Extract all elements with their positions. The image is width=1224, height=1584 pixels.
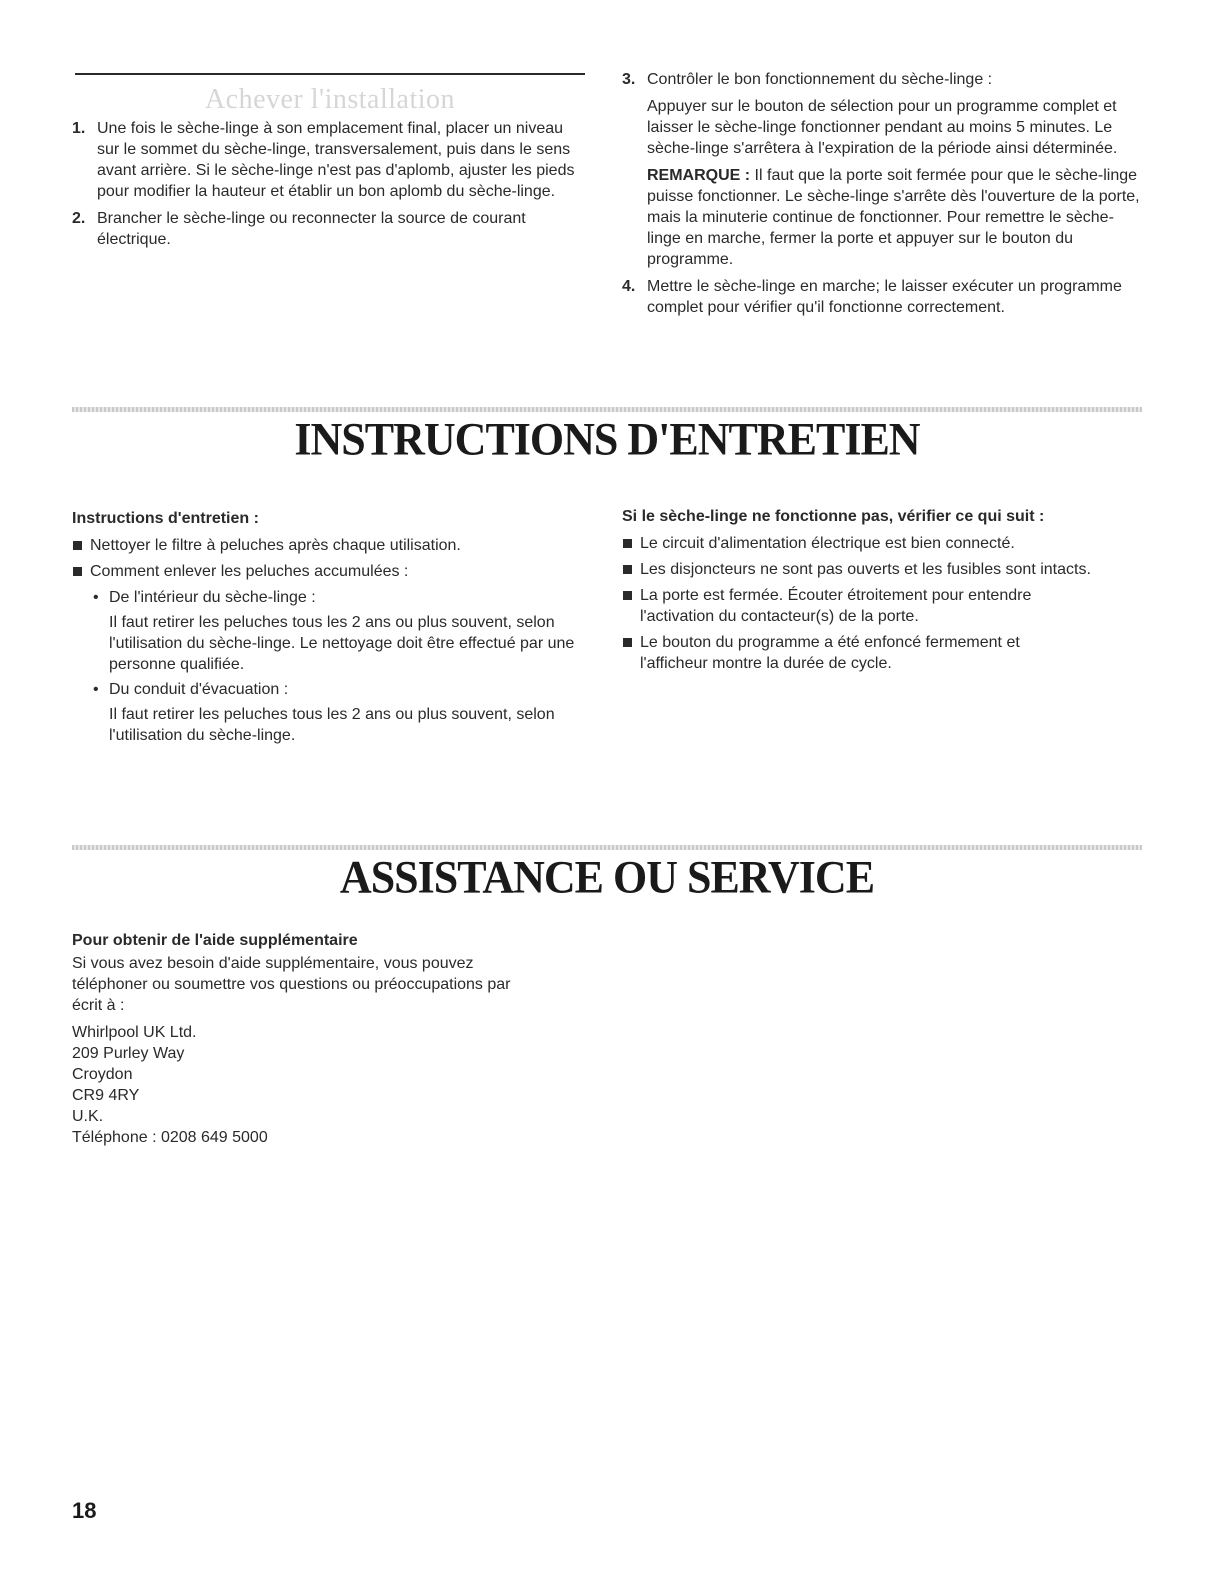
- address-line: Whirlpool UK Ltd.: [72, 1024, 197, 1041]
- step-text: Mettre le sèche-linge en marche; le laisser exécuter un programme complet pour vérifier qu'il fonctionne correctement.: [647, 278, 1122, 316]
- maintenance-left-heading: Instructions d'entretien :: [72, 510, 259, 527]
- step-text: Contrôler le bon fonctionnement du sèche-linge :: [647, 71, 993, 88]
- address-line: CR9 4RY: [72, 1087, 140, 1104]
- note-text: Il faut que la porte soit fermée pour que le sèche-linge puisse fonctionner. Le sèche-linge s'arrête dès l'ouverture de la porte, mais la minuterie continue de fonctionner. Pour remettre le sèche-linge en marche, fermer la porte et appuyer sur le bouton du programme.: [647, 167, 1140, 268]
- dot-bullet-icon: •: [93, 681, 99, 698]
- maintenance-title: INSTRUCTIONS D'ENTRETIEN: [294, 413, 920, 466]
- dot-bullet-icon: •: [93, 589, 99, 606]
- install-step: [622, 276, 1142, 318]
- sub-bullet-text: Il faut retirer les peluches tous les 2 ans ou plus souvent, selon l'utilisation du sèche-linge. Le nettoyage doit être effectué par une personne qualifiée.: [109, 614, 575, 673]
- address-line: Croydon: [72, 1066, 133, 1083]
- maintenance-sub-bullet: [91, 679, 587, 746]
- step-text: Brancher le sèche-linge ou reconnecter la source de courant électrique.: [97, 210, 526, 248]
- assistance-intro: Si vous avez besoin d'aide supplémentaire, vous pouvez téléphoner ou soumettre vos questions ou préoccupations par écrit à :: [72, 955, 511, 1014]
- maintenance-rule: [72, 407, 1142, 412]
- sub-bullet-label: De l'intérieur du sèche-linge :: [109, 589, 316, 606]
- address-line: 209 Purley Way: [72, 1045, 185, 1062]
- check-item: [622, 585, 1100, 627]
- sub-bullet-text: Il faut retirer les peluches tous les 2 ans ou plus souvent, selon l'utilisation du sèche-linge.: [109, 706, 555, 744]
- maintenance-right-heading: Si le sèche-linge ne fonctionne pas, vérifier ce qui suit :: [622, 508, 1045, 525]
- check-item: [622, 632, 1080, 674]
- maintenance-bullet: [72, 561, 587, 582]
- check-text: Le bouton du programme a été enfoncé fermement et l'afficheur montre la durée de cycle.: [640, 634, 1020, 672]
- assistance-rule: [72, 845, 1142, 850]
- install-steps-left: [72, 118, 587, 256]
- install-section-title: Achever l'installation: [204, 84, 456, 115]
- square-bullet-icon: [623, 591, 632, 600]
- square-bullet-icon: [623, 565, 632, 574]
- install-top-rule: [75, 73, 585, 75]
- check-text: Le circuit d'alimentation électrique est bien connecté.: [640, 535, 1015, 552]
- square-bullet-icon: [73, 541, 82, 550]
- step-number: 4.: [622, 278, 636, 295]
- step-number: 1.: [72, 120, 86, 137]
- maintenance-bullet: [72, 535, 587, 556]
- bullet-text: Comment enlever les peluches accumulées :: [90, 563, 409, 580]
- address-line: U.K.: [72, 1108, 104, 1125]
- bullet-text: Nettoyer le filtre à peluches après chaque utilisation.: [90, 537, 461, 554]
- check-text: La porte est fermée. Écouter étroitement pour entendre l'activation du contacteur(s) de la porte.: [640, 587, 1032, 625]
- check-item: [622, 559, 1152, 580]
- assistance-title: ASSISTANCE OU SERVICE: [339, 851, 875, 904]
- page-number: 18: [72, 1498, 97, 1523]
- step-note: [647, 165, 1142, 270]
- address-block: [72, 1022, 542, 1148]
- square-bullet-icon: [73, 567, 82, 576]
- maintenance-right-column: [622, 506, 1152, 679]
- check-item: [622, 533, 1152, 554]
- install-steps-right: [622, 69, 1142, 324]
- phone-line: Téléphone : 0208 649 5000: [72, 1129, 268, 1146]
- check-text: Les disjoncteurs ne sont pas ouverts et les fusibles sont intacts.: [640, 561, 1091, 578]
- square-bullet-icon: [623, 638, 632, 647]
- maintenance-sub-bullet: [91, 587, 587, 675]
- install-step: [72, 118, 587, 202]
- step-text: Une fois le sèche-linge à son emplacement final, placer un niveau sur le sommet du sèche-linge, transversalement, puis dans le sens avant arrière. Si le sèche-linge n'est pas d'aplomb, ajuster les pieds pour modifier la hauteur et établir un bon aplomb du sèche-linge.: [97, 120, 575, 200]
- step-number: 2.: [72, 210, 86, 227]
- assistance-content: [72, 930, 542, 1148]
- install-step: [72, 208, 587, 250]
- step-number: 3.: [622, 71, 636, 88]
- sub-bullet-label: Du conduit d'évacuation :: [109, 681, 289, 698]
- assistance-heading: Pour obtenir de l'aide supplémentaire: [72, 932, 358, 949]
- maintenance-left-column: [72, 508, 587, 750]
- install-step: [622, 69, 1142, 270]
- note-label: REMARQUE :: [647, 167, 751, 184]
- square-bullet-icon: [623, 539, 632, 548]
- step-paragraph: Appuyer sur le bouton de sélection pour un programme complet et laisser le sèche-linge fonctionner pendant au moins 5 minutes. Le sèche-linge s'arrêtera à l'expiration de la période ainsi déterminée.: [647, 98, 1118, 157]
